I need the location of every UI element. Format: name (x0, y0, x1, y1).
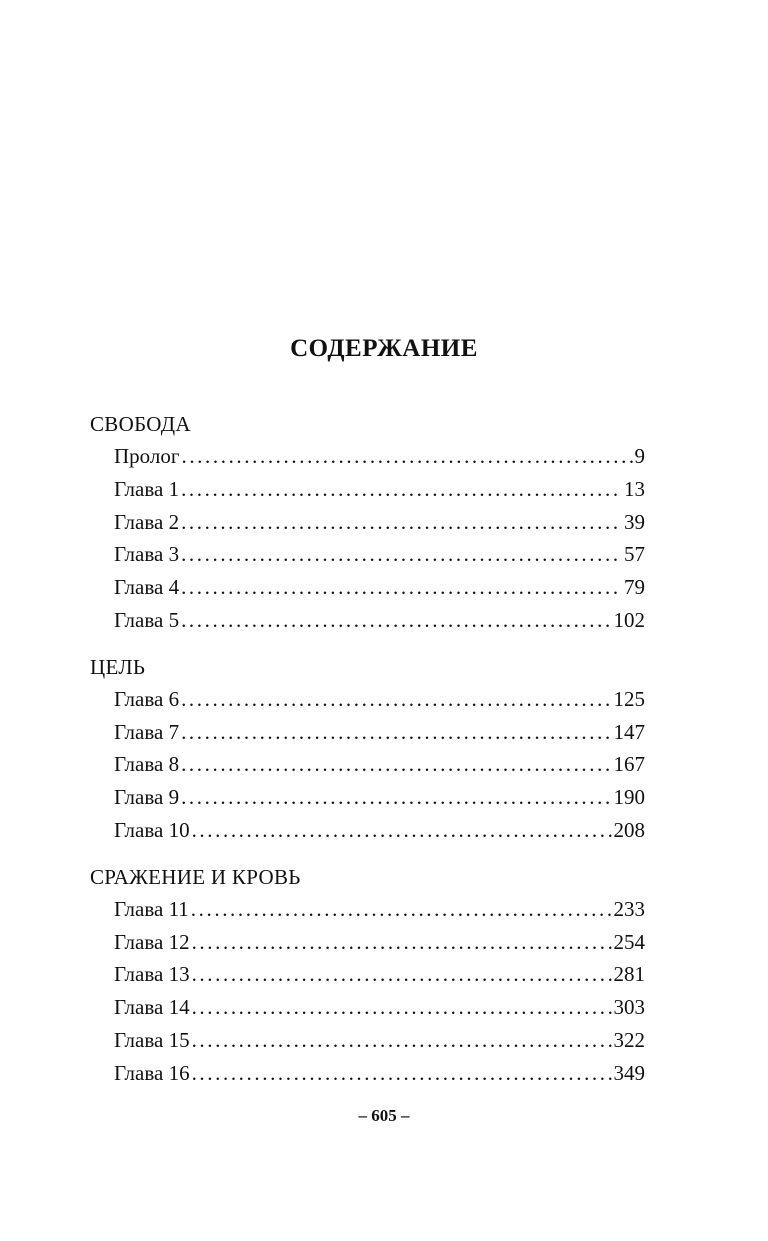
dot-leader (181, 506, 622, 539)
entry-page-number: 281 (613, 962, 645, 987)
entry-page-number: 322 (613, 1027, 645, 1052)
toc-part (90, 861, 645, 1090)
entry-page-number: 349 (613, 1060, 645, 1085)
entry-page-number: 208 (613, 817, 645, 842)
entry-label: Глава 4 (114, 575, 180, 600)
entry-label: Глава 16 (114, 1060, 190, 1085)
entry-label: Пролог (114, 444, 180, 468)
entry-label: Глава 13 (114, 962, 190, 987)
entry-page-number: 79 (624, 575, 645, 600)
page-title: СОДЕРЖАНИЕ (290, 335, 478, 362)
toc-entry[interactable] (90, 893, 645, 926)
entry-label: Глава 1 (114, 476, 180, 501)
dot-leader (192, 814, 612, 847)
entry-page-number: 125 (613, 686, 645, 711)
dot-leader (181, 473, 622, 506)
toc-entry[interactable] (90, 716, 645, 749)
part-title: СРАЖЕНИЕ И КРОВЬ (90, 864, 301, 889)
entry-label: Глава 2 (114, 509, 180, 534)
table-of-contents (90, 408, 645, 1090)
toc-entry[interactable] (90, 604, 645, 637)
dot-leader (181, 571, 622, 604)
dot-leader (192, 991, 612, 1024)
entry-label: Глава 6 (114, 686, 180, 711)
dot-leader (192, 1057, 612, 1090)
toc-entry[interactable] (90, 506, 645, 539)
toc-entry[interactable] (90, 683, 645, 716)
toc-entry[interactable] (90, 440, 645, 473)
toc-entry[interactable] (90, 814, 645, 847)
entry-page-number: 13 (624, 476, 645, 501)
dot-leader (181, 748, 611, 781)
entry-page-number: 9 (634, 444, 645, 468)
dot-leader (181, 440, 632, 473)
part-title: СВОБОДА (90, 412, 191, 436)
toc-entry[interactable] (90, 571, 645, 604)
entry-page-number: 233 (613, 896, 645, 921)
toc-entry[interactable] (90, 748, 645, 781)
dot-leader (192, 1024, 612, 1057)
dot-leader (191, 893, 612, 926)
entry-label: Глава 12 (114, 929, 190, 954)
dot-leader (192, 926, 612, 959)
toc-part (90, 408, 645, 637)
dot-leader (181, 538, 622, 571)
dot-leader (192, 958, 612, 991)
entry-label: Глава 15 (114, 1027, 190, 1052)
dot-leader (181, 683, 611, 716)
entry-label: Глава 11 (114, 896, 189, 921)
entry-page-number: 303 (613, 995, 645, 1020)
dot-leader (181, 716, 611, 749)
entry-page-number: 190 (613, 785, 645, 810)
toc-entry[interactable] (90, 1024, 645, 1057)
entry-label: Глава 7 (114, 719, 180, 744)
toc-entry[interactable] (90, 926, 645, 959)
toc-entry[interactable] (90, 958, 645, 991)
entry-page-number: 147 (613, 719, 645, 744)
entry-page-number: 39 (624, 509, 645, 534)
entry-page-number: 102 (613, 607, 645, 632)
toc-entry[interactable] (90, 538, 645, 571)
dot-leader (181, 604, 611, 637)
part-title: ЦЕЛЬ (90, 654, 146, 679)
entry-label: Глава 9 (114, 785, 180, 810)
toc-entry[interactable] (90, 1057, 645, 1090)
entry-page-number: 57 (624, 542, 645, 567)
toc-part (90, 651, 645, 847)
entry-label: Глава 10 (114, 817, 190, 842)
entry-label: Глава 3 (114, 542, 180, 567)
page-number-folio: – 605 – (358, 1106, 410, 1125)
toc-entry[interactable] (90, 991, 645, 1024)
entry-label: Глава 5 (114, 607, 180, 632)
entry-page-number: 254 (613, 929, 645, 954)
toc-entry[interactable] (90, 473, 645, 506)
dot-leader (181, 781, 611, 814)
toc-entry[interactable] (90, 781, 645, 814)
entry-page-number: 167 (613, 752, 645, 777)
entry-label: Глава 8 (114, 752, 180, 777)
entry-label: Глава 14 (114, 995, 190, 1020)
